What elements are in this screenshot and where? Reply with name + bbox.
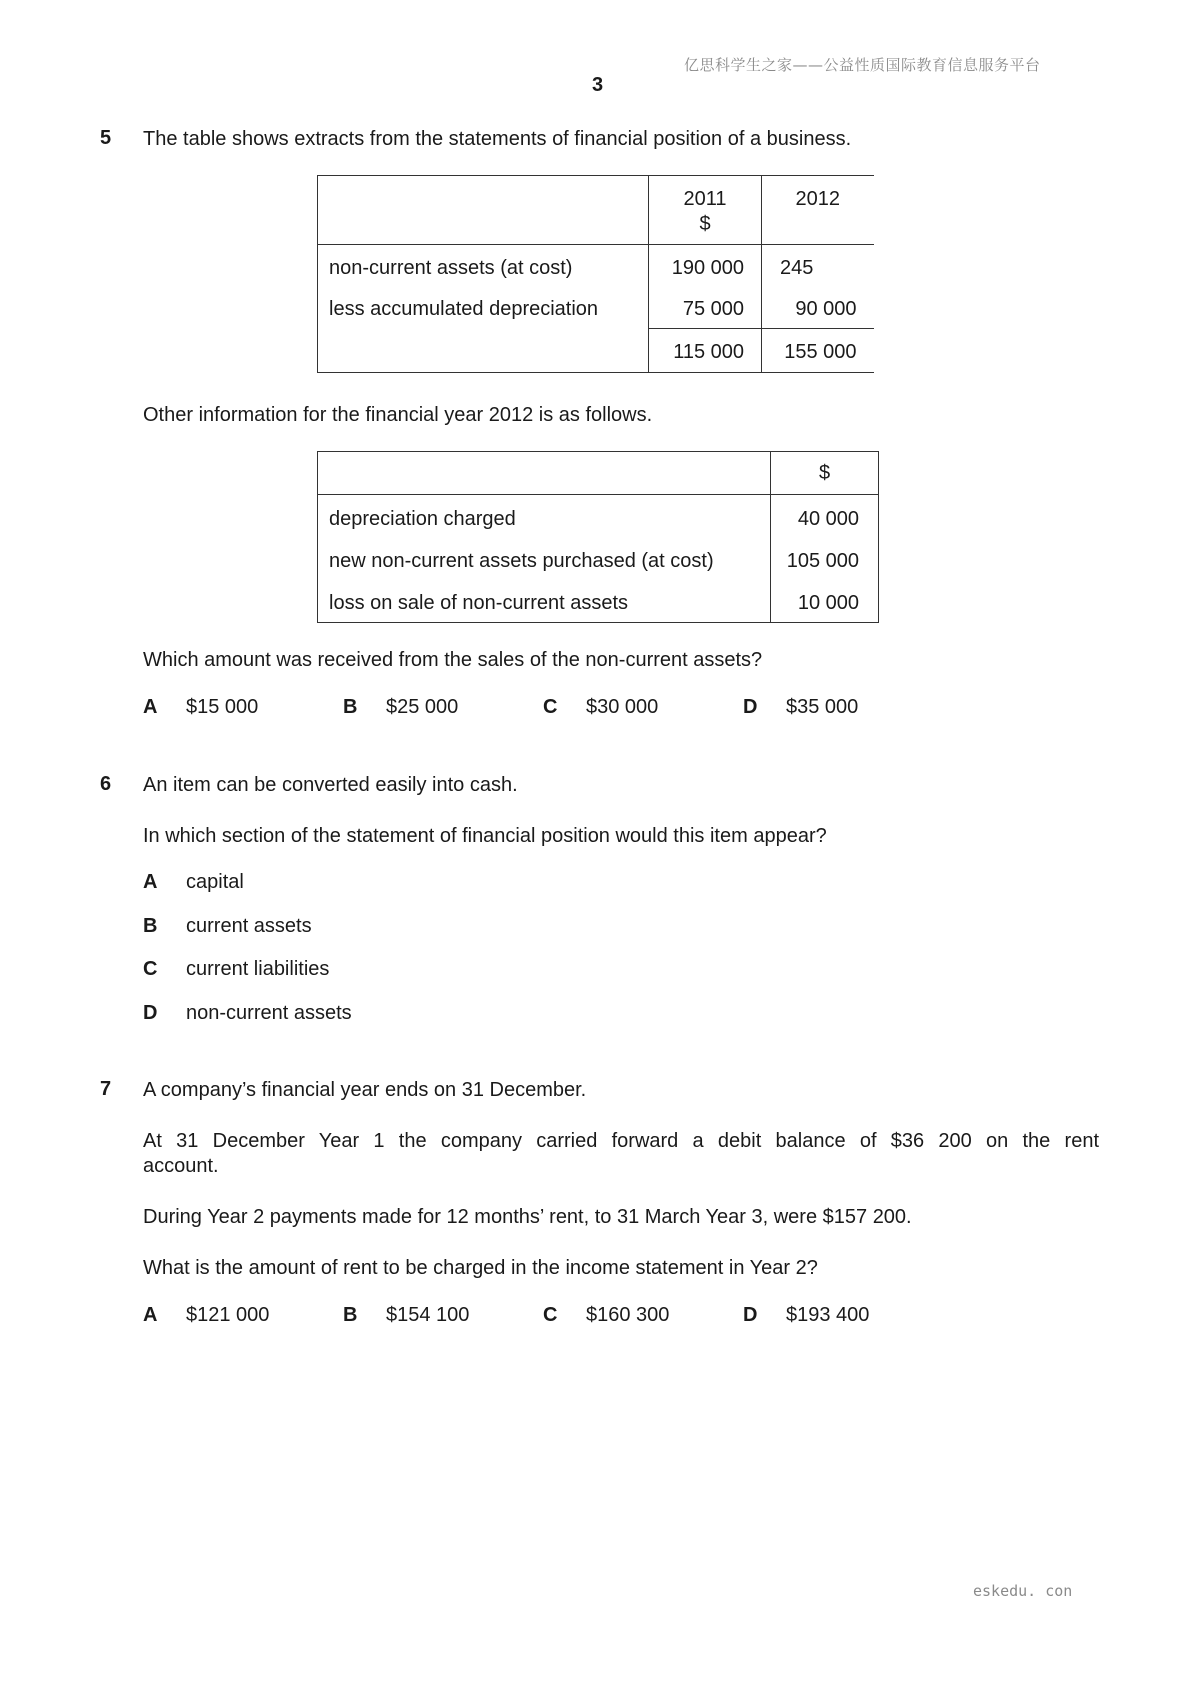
total-2012: 155 000: [762, 329, 874, 373]
unit-header: $: [771, 452, 879, 495]
other-info-text: Other information for the financial year 2012 is as follows.: [143, 404, 653, 426]
question-5-number: 5: [100, 127, 112, 149]
option-d-letter: D: [743, 1304, 758, 1326]
table-total-row: [318, 329, 874, 373]
table-row: [318, 288, 874, 329]
other-info-table: [317, 451, 879, 623]
option-b-text: $25 000: [386, 696, 459, 718]
option-d-text: non-current assets: [186, 1002, 352, 1024]
row-label: non-current assets (at cost): [318, 245, 649, 288]
cell-2011: 75 000: [649, 288, 762, 329]
option-b-text: $154 100: [386, 1304, 470, 1326]
cell-2011: 190 000: [649, 245, 762, 288]
total-2011: 115 000: [649, 329, 762, 373]
question-6-prompt: In which section of the statement of financial position would this item appear?: [143, 825, 827, 847]
option-c-text: current liabilities: [186, 958, 330, 980]
option-a-letter: A: [143, 696, 158, 718]
col-2011-header: [649, 176, 762, 245]
option-d-text: $193 400: [786, 1304, 870, 1326]
row-value: 10 000: [771, 581, 879, 623]
option-b-letter: B: [343, 696, 358, 718]
row-value: 105 000: [771, 539, 879, 581]
table-row: [318, 539, 879, 581]
row-label: loss on sale of non-current assets: [318, 581, 771, 623]
option-a-text: $15 000: [186, 696, 259, 718]
question-5-prompt: Which amount was received from the sales of the non-current assets?: [143, 649, 763, 671]
option-a-letter: A: [143, 871, 158, 893]
col-2012-header: [762, 176, 874, 245]
option-d-letter: D: [143, 1002, 158, 1024]
question-7-number: 7: [100, 1078, 112, 1100]
option-d-letter: D: [743, 696, 758, 718]
table-header-row: [318, 176, 874, 245]
cell-2012: 245: [780, 257, 814, 279]
row-label: depreciation charged: [318, 495, 771, 539]
header-watermark: 亿思科学生之家——公益性质国际教育信息服务平台: [684, 56, 1041, 74]
table-header-row: [318, 452, 879, 495]
option-c-text: $160 300: [586, 1304, 670, 1326]
col-2012-year: 2012: [795, 188, 840, 210]
total-label-blank: [318, 329, 649, 373]
question-7-paragraph-line2: account.: [143, 1155, 219, 1177]
footer-site-text: eskedu. con: [973, 1582, 1073, 1600]
row-value: 40 000: [771, 495, 879, 539]
option-d-text: $35 000: [786, 696, 859, 718]
question-6-stem: An item can be converted easily into cash.: [143, 774, 518, 796]
table-row: [318, 581, 879, 623]
col-2011-year: 2011: [683, 188, 727, 210]
option-a-text: $121 000: [186, 1304, 270, 1326]
option-b-letter: B: [343, 1304, 358, 1326]
financial-position-table: [317, 175, 874, 373]
cell-2012: 90 000: [762, 288, 874, 329]
table-row: [318, 245, 874, 288]
option-c-letter: C: [543, 1304, 558, 1326]
option-a-letter: A: [143, 1304, 158, 1326]
page-number: 3: [592, 74, 604, 96]
question-7-stem: A company’s financial year ends on 31 December.: [143, 1079, 587, 1101]
question-7-prompt: What is the amount of rent to be charged in the income statement in Year 2?: [143, 1257, 818, 1279]
row-label: new non-current assets purchased (at cost): [318, 539, 771, 581]
question-7-payments: During Year 2 payments made for 12 months’ rent, to 31 March Year 3, were $157 200.: [143, 1206, 912, 1228]
option-b-letter: B: [143, 915, 158, 937]
option-a-text: capital: [186, 871, 244, 893]
option-c-letter: C: [543, 696, 558, 718]
question-7-paragraph-line1: At 31 December Year 1 the company carried forward a debit balance of $36 200 on the rent: [143, 1130, 1099, 1152]
table-row: [318, 495, 879, 539]
table-header-blank: [318, 452, 771, 495]
option-b-text: current assets: [186, 915, 312, 937]
option-c-letter: C: [143, 958, 158, 980]
question-6-number: 6: [100, 773, 112, 795]
row-label: less accumulated depreciation: [318, 288, 649, 329]
option-c-text: $30 000: [586, 696, 659, 718]
question-5-stem: The table shows extracts from the statements of financial position of a business.: [143, 128, 852, 150]
table-header-blank: [318, 176, 649, 245]
col-2011-unit: $: [699, 213, 711, 235]
